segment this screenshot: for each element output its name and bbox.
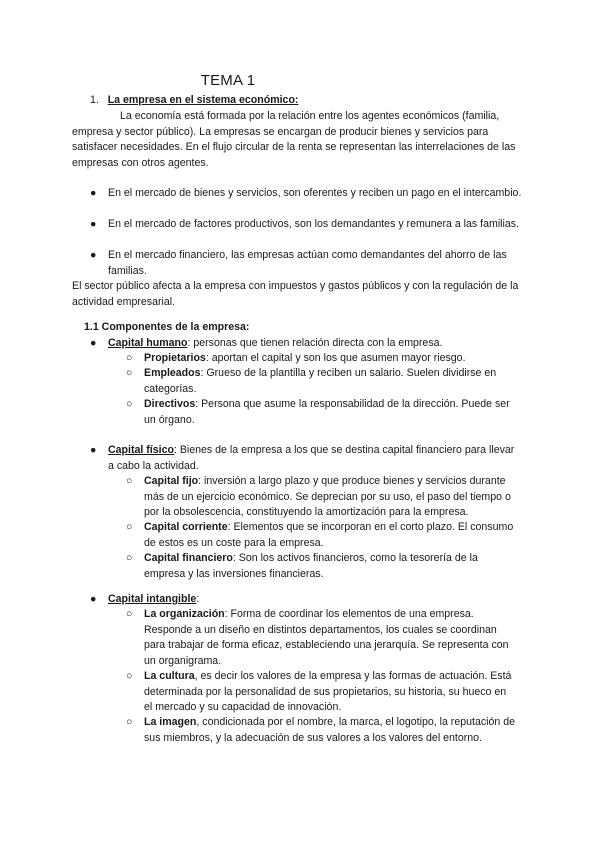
section-1-heading	[90, 93, 530, 109]
item-text: , condicionada por el nombre, la marca, el logotipo, la reputación de sus miembros, y la adecuación de sus valores a los valores del entorno.	[144, 716, 515, 744]
subbullet-icon: ○	[126, 367, 133, 379]
group-name: Capital intangible	[108, 593, 197, 605]
subbullet-icon: ○	[126, 608, 133, 620]
group-desc: :	[196, 593, 200, 605]
section-1-intro: La economía está formada por la relación entre los agentes económicos (familia, empresa y sector público). La empresas se encargan de producir bienes y servicios para satisfacer necesidades. En el flujo circular de la renta se representan las interrelaciones de las empresas con otros agentes.	[72, 110, 516, 169]
list-item	[126, 520, 516, 551]
list-item-text: En el mercado de bienes y servicios, son oferentes y reciben un pago en el intercambio.	[108, 187, 522, 199]
item-term: Capital corriente	[144, 521, 228, 533]
list-item	[126, 474, 516, 521]
list-item	[126, 366, 516, 397]
bullet-icon: ●	[90, 444, 97, 456]
list-item	[126, 607, 516, 669]
section-number: 1.	[90, 94, 99, 106]
item-text: : inversión a largo plazo y que produce bienes y servicios durante más de un ejercicio económico. Se deprecian por su uso, el paso del tiempo o por la obsolescencia, constituyendo la amortización para la empresa.	[144, 475, 511, 519]
subbullet-icon: ○	[126, 352, 133, 364]
item-text: , es decir los valores de la empresa y las formas de actuación. Está determinada por la personalidad de sus propietarios, su historia, su hueco en el mercado y su capacidad de innovación.	[144, 670, 512, 714]
section-1-1-heading	[84, 320, 249, 336]
item-text: : Grueso de la plantilla y reciben un salario. Suelen dividirse en categorías.	[144, 367, 497, 395]
item-term: Capital financiero	[144, 552, 233, 564]
group-name: Capital humano	[108, 337, 188, 349]
item-term: Directivos	[144, 398, 196, 410]
section-title: La empresa en el sistema económico:	[107, 94, 299, 106]
item-term: Capital fijo	[144, 475, 199, 487]
item-text: : aportan el capital y son los que asumen mayor riesgo.	[205, 352, 466, 364]
subbullet-icon: ○	[126, 521, 133, 533]
item-text: : Forma de coordinar los elementos de una empresa. Responde a un diseño en distintos departamentos, los cuales se coordinan para trabajar de forma eficaz, estableciendo una jerarquía. Se representa con un organigrama.	[144, 608, 509, 667]
subbullet-icon: ○	[126, 552, 133, 564]
component-group-human	[90, 336, 522, 352]
bullet-icon: ●	[90, 593, 97, 605]
subbullet-icon: ○	[126, 398, 133, 410]
list-item	[90, 186, 522, 202]
subbullet-icon: ○	[126, 670, 133, 682]
list-item	[90, 248, 522, 279]
section-1-closing: El sector público afecta a la empresa con impuestos y gastos públicos y con la regulación de la actividad empresarial.	[72, 280, 519, 308]
item-text: : Elementos que se incorporan en el corto plazo. El consumo de estos es un coste para la empresa.	[144, 521, 514, 549]
bullet-icon: ●	[90, 249, 97, 261]
component-group-intangible	[90, 592, 522, 608]
list-item	[90, 217, 522, 233]
bullet-icon: ●	[90, 337, 97, 349]
list-item	[126, 669, 516, 716]
subbullet-icon: ○	[126, 475, 133, 487]
subbullet-icon: ○	[126, 716, 133, 728]
group-desc: : Bienes de la empresa a los que se destina capital financiero para llevar a cabo la actividad.	[108, 444, 515, 472]
group-desc: : personas que tienen relación directa con la empresa.	[187, 337, 443, 349]
list-item-text: En el mercado financiero, las empresas actúan como demandantes del ahorro de las familias.	[108, 249, 507, 277]
bullet-icon: ●	[90, 187, 97, 199]
group-name: Capital físico	[108, 444, 174, 456]
bullet-icon: ●	[90, 218, 97, 230]
item-text: : Son los activos financieros, como la tesorería de la empresa y las inversiones financieras.	[144, 552, 478, 580]
subsection-title: 1.1 Componentes de la empresa:	[84, 321, 250, 333]
list-item	[126, 551, 516, 582]
item-term: Propietarios	[144, 352, 206, 364]
document-title: TEMA 1	[200, 72, 256, 89]
item-term: La cultura	[144, 670, 195, 682]
list-item	[126, 397, 516, 428]
list-item	[126, 351, 516, 367]
item-term: La imagen	[144, 716, 197, 728]
list-item-text: En el mercado de factores productivos, son los demandantes y remunera a las familias.	[108, 218, 520, 230]
item-text: : Persona que asume la responsabilidad de la dirección. Puede ser un órgano.	[144, 398, 510, 426]
component-group-physical	[90, 443, 522, 474]
item-term: Empleados	[144, 367, 201, 379]
list-item	[126, 715, 516, 746]
item-term: La organización	[144, 608, 225, 620]
